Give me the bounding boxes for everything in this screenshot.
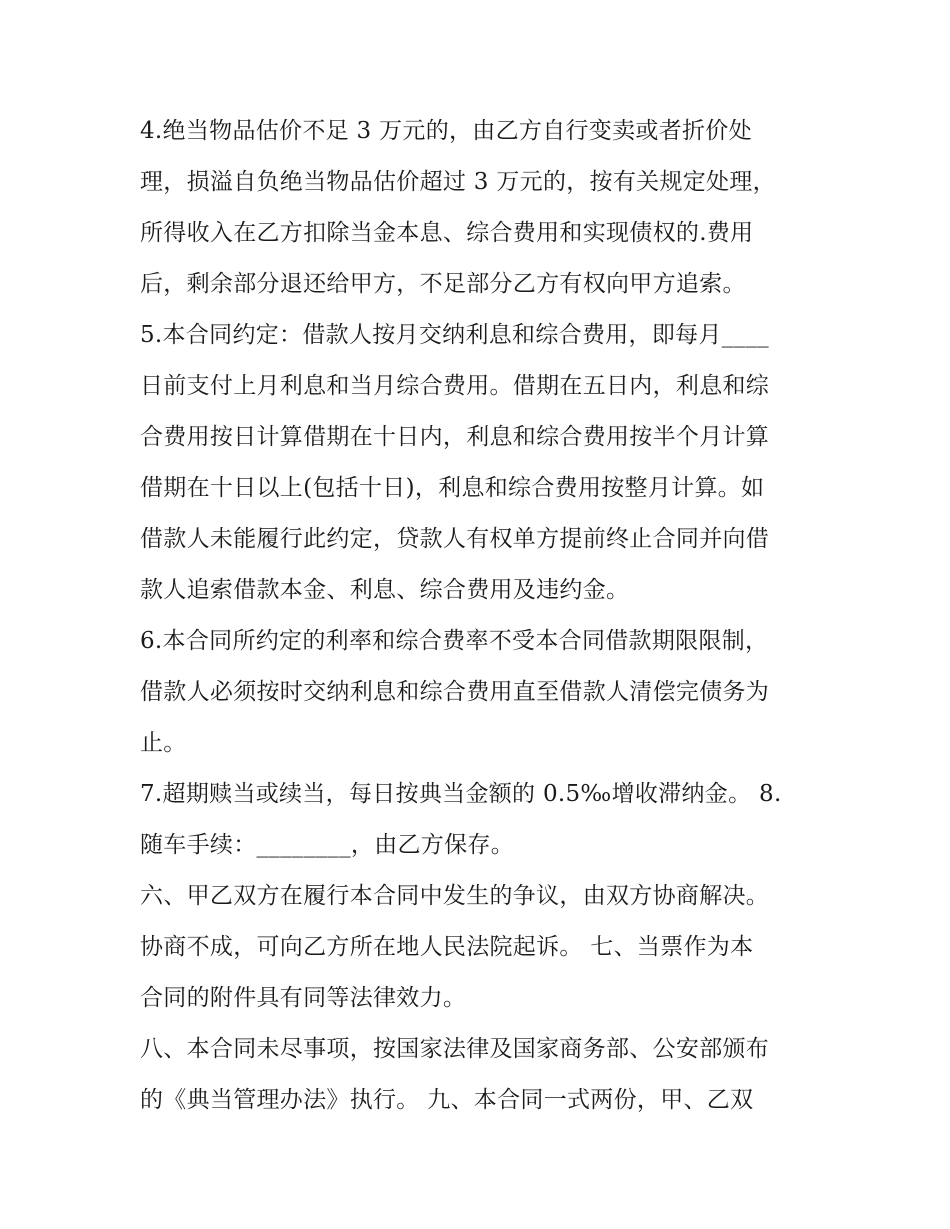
text-line: 日前支付上月利息和当月综合费用。借期在五日内，利息和综 <box>140 373 770 399</box>
text-line: 合费用按日计算借期在十日内，利息和综合费用按半个月计算 <box>140 424 770 450</box>
text-line: 合同的附件具有同等法律效力。 <box>140 985 467 1011</box>
text-line: 随车手续：________，由乙方保存。 <box>140 832 514 858</box>
text-line: 理，损溢自负绝当物品估价超过 3 万元的，按有关规定处理， <box>140 169 776 195</box>
text-line: 7.超期赎当或续当，每日按典当金额的 0.5‰增收滞纳金。 8. <box>140 781 782 807</box>
text-line: 4.绝当物品估价不足 3 万元的，由乙方自行变卖或者折价处 <box>140 118 752 144</box>
text-line: 止。 <box>140 730 187 756</box>
text-line: 协商不成，可向乙方所在地人民法院起诉。 七、当票作为本 <box>140 934 754 960</box>
document-body <box>140 106 815 1126</box>
text-line: 八、本合同未尽事项，按国家法律及国家商务部、公安部颁布 <box>140 1036 770 1062</box>
text-line: 后，剩余部分退还给甲方，不足部分乙方有权向甲方追索。 <box>140 271 746 297</box>
text-line: 5.本合同约定：借款人按月交纳利息和综合费用，即每月____ <box>140 322 769 348</box>
text-line: 的《典当管理办法》执行。 九、本合同一式两份，甲、乙双 <box>140 1087 754 1113</box>
text-line: 款人追索借款本金、利息、综合费用及违约金。 <box>140 577 630 603</box>
text-line: 借期在十日以上(包括十日)，利息和综合费用按整月计算。如 <box>140 475 765 501</box>
text-line: 所得收入在乙方扣除当金本息、综合费用和实现债权的.费用 <box>140 220 754 246</box>
text-line: 借款人必须按时交纳利息和综合费用直至借款人清偿完债务为 <box>140 679 770 705</box>
text-line: 借款人未能履行此约定，贷款人有权单方提前终止合同并向借 <box>140 526 770 552</box>
text-line: 六、甲乙双方在履行本合同中发生的争议，由双方协商解决。 <box>140 883 770 909</box>
text-line: 6.本合同所约定的利率和综合费率不受本合同借款期限限制， <box>140 628 769 654</box>
